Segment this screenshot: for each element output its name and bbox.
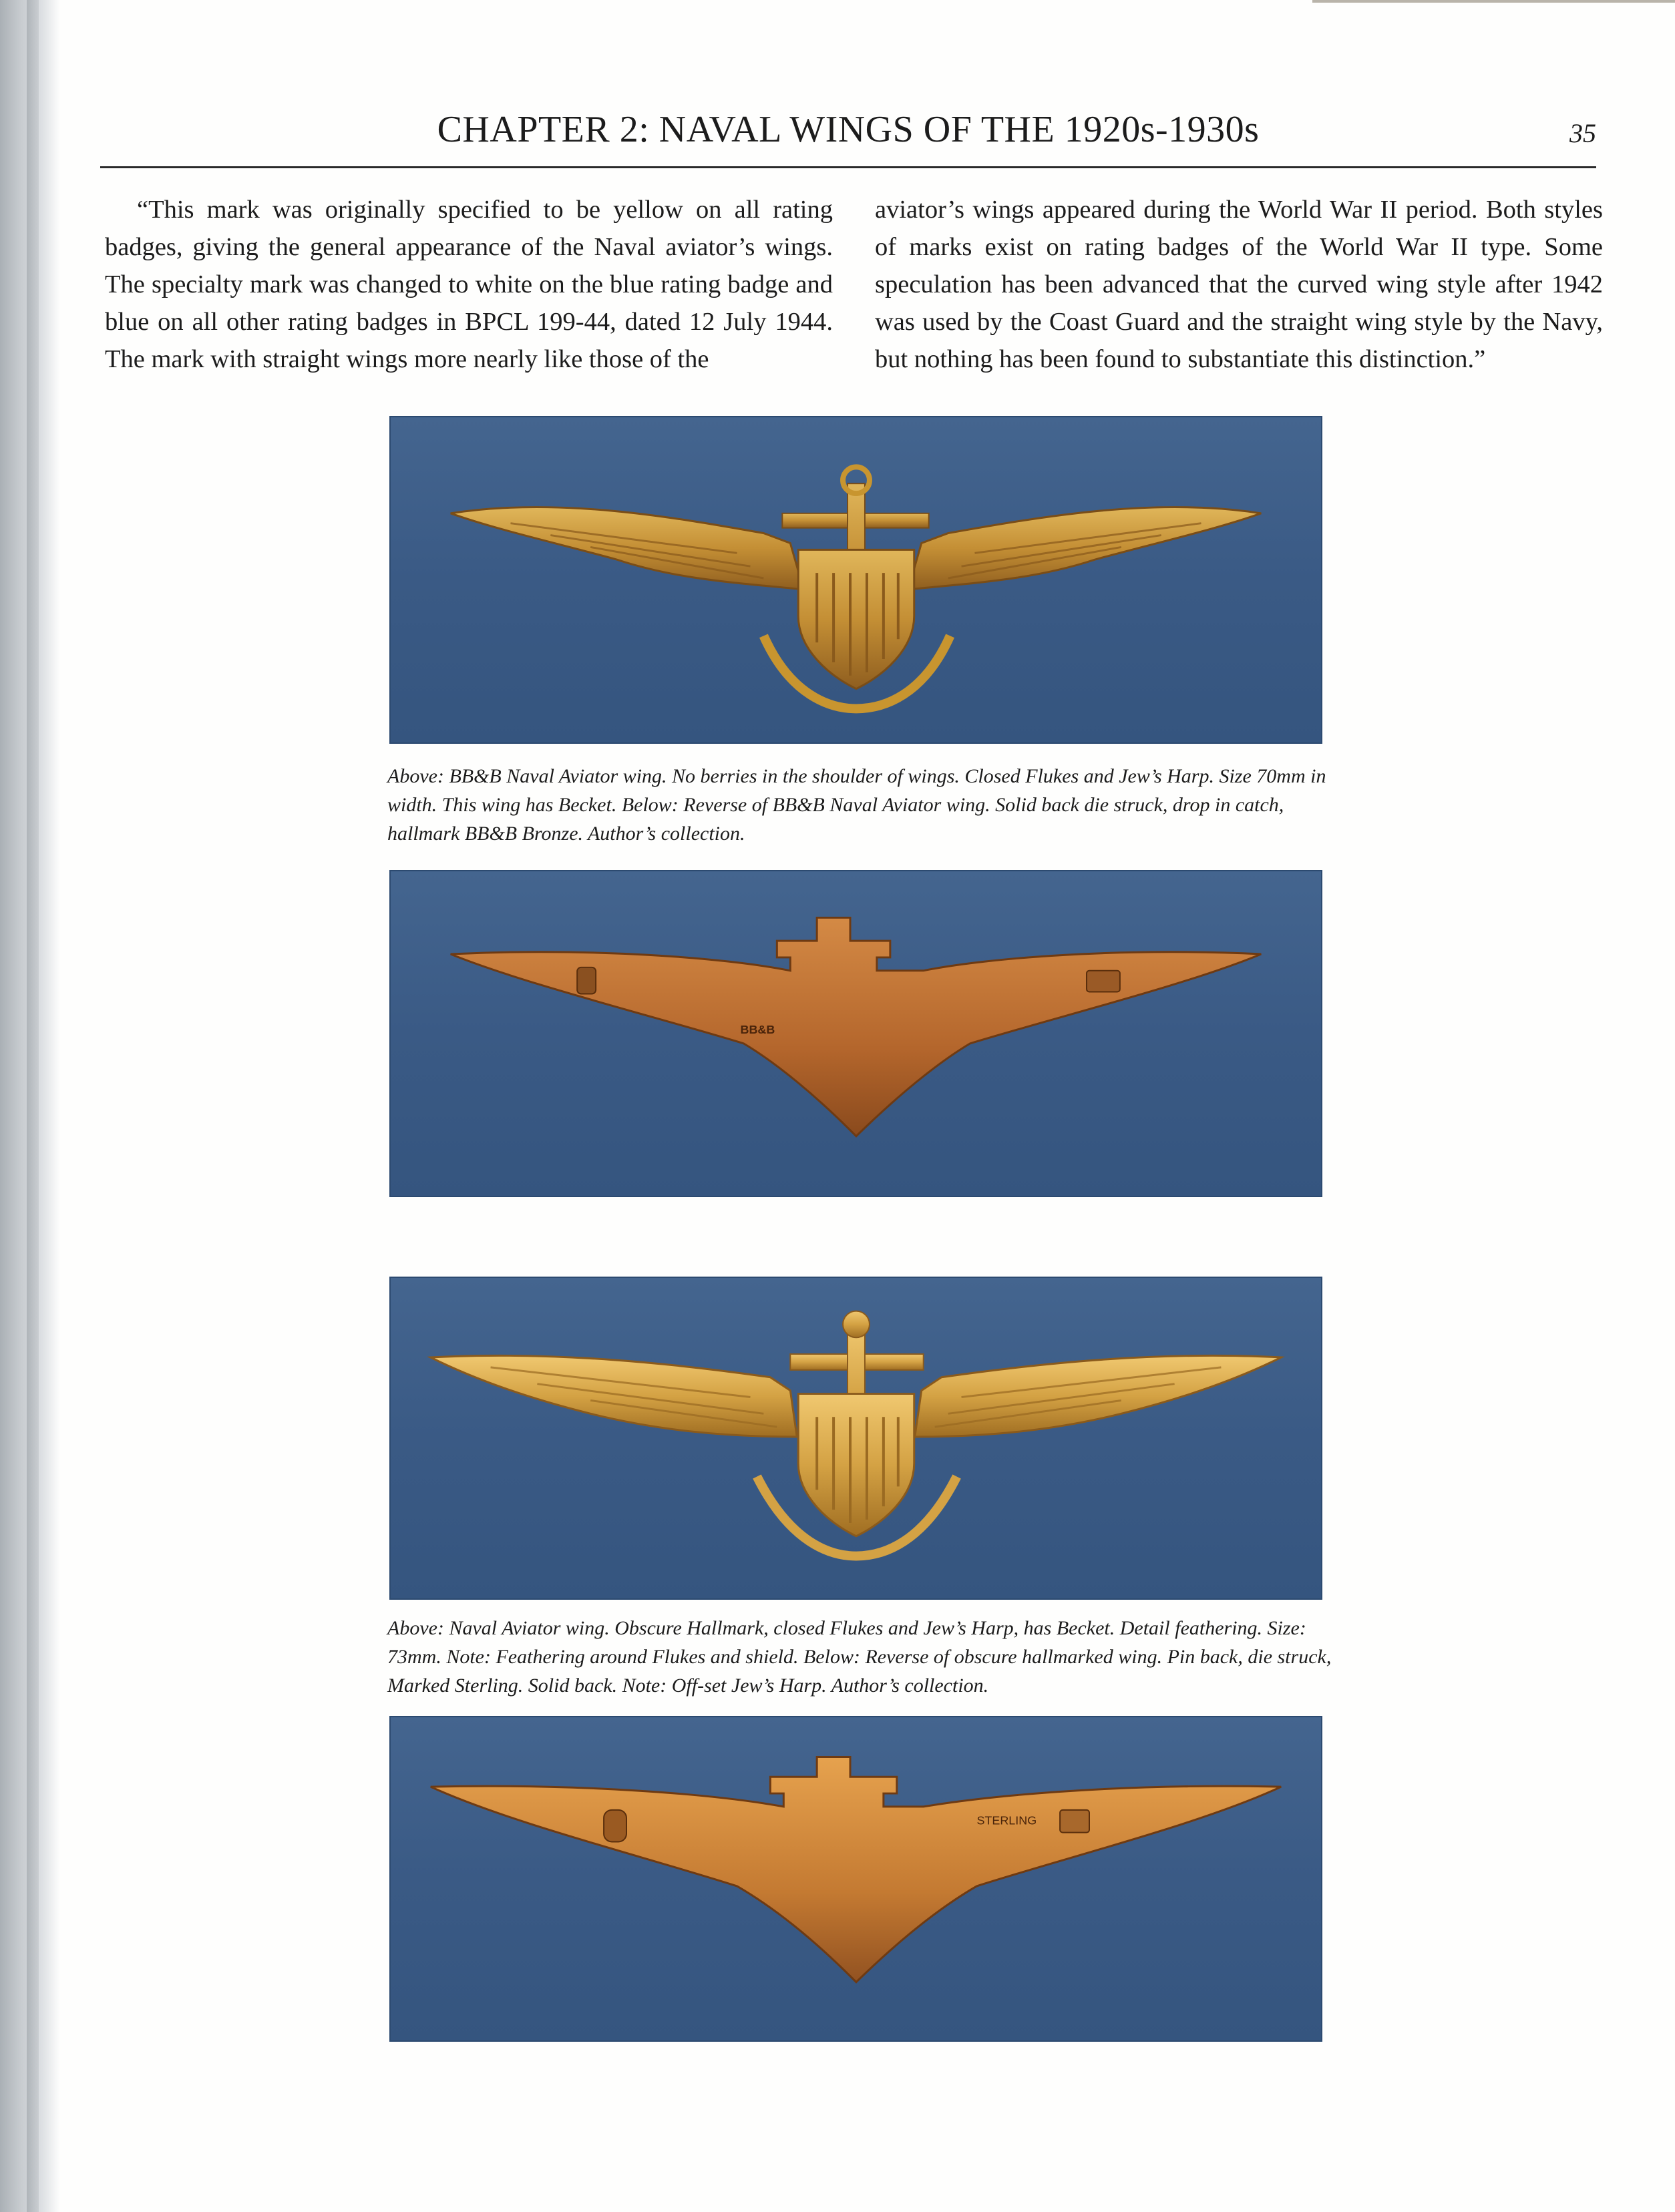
figure-caption-1: Above: BB&B Naval Aviator wing. No berries in the shoulder of wings. Closed Flukes and Jew’s Harp. Size 70mm in width. This wing has Becket. Below: Reverse of BB&B Naval Aviator wing. Solid back die struck, drop in catch, hallmark BB&B Bronze. Author’s collection. (387, 765, 1326, 845)
page-gutter-edge (27, 0, 39, 2212)
wing-reverse-illustration-2 (391, 1717, 1321, 2040)
figure-caption-2: Above: Naval Aviator wing. Obscure Hallmark, closed Flukes and Jew’s Harp, has Becket. Detail feathering. Size: 73mm. Note: Feathering around Flukes and shield. Below: Reverse of obscure hallmarked wing. Pin back, die struck, Marked Sterling. Solid back. Note: Off-set Jew’s Harp. Author’s collection. (387, 1617, 1332, 1697)
header-rule (100, 166, 1596, 168)
photo-bbb-wing-reverse (389, 870, 1322, 1197)
photo-obscure-wing-front (389, 1277, 1322, 1600)
wing-reverse-illustration (391, 871, 1321, 1196)
photo-bbb-wing-front (389, 416, 1322, 744)
wing-front-illustration (391, 417, 1321, 742)
wing-front-illustration-2 (391, 1278, 1321, 1598)
body-text-right-column: aviator’s wings appeared during the World War II period. Both styles of marks exist on rating badges of the World War II type. Some speculation has been advanced that the curved wing style after 1942 was used by the Coast Guard and the straight wing style by the Navy, but nothing has been found to substantiate this distinction.” (875, 196, 1603, 373)
page-number: 35 (1569, 118, 1596, 148)
photo-obscure-wing-reverse (389, 1716, 1322, 2042)
chapter-title: CHAPTER 2: NAVAL WINGS OF THE 1920s-1930s (437, 109, 1260, 150)
scan-edge-line (1312, 0, 1675, 3)
page-header (100, 105, 1596, 168)
hallmark-text-1: BB&B (740, 1023, 775, 1036)
hallmark-text-2: STERLING (976, 1813, 1037, 1827)
body-text-left-column: “This mark was originally specified to be yellow on all rating badges, giving the general appearance of the Naval aviator’s wings. The specialty mark was changed to white on the blue rating badge and blue on all other rating badges in BPCL 199-44, dated 12 July 1944. The mark with straight wings more nearly like those of the (105, 196, 833, 373)
